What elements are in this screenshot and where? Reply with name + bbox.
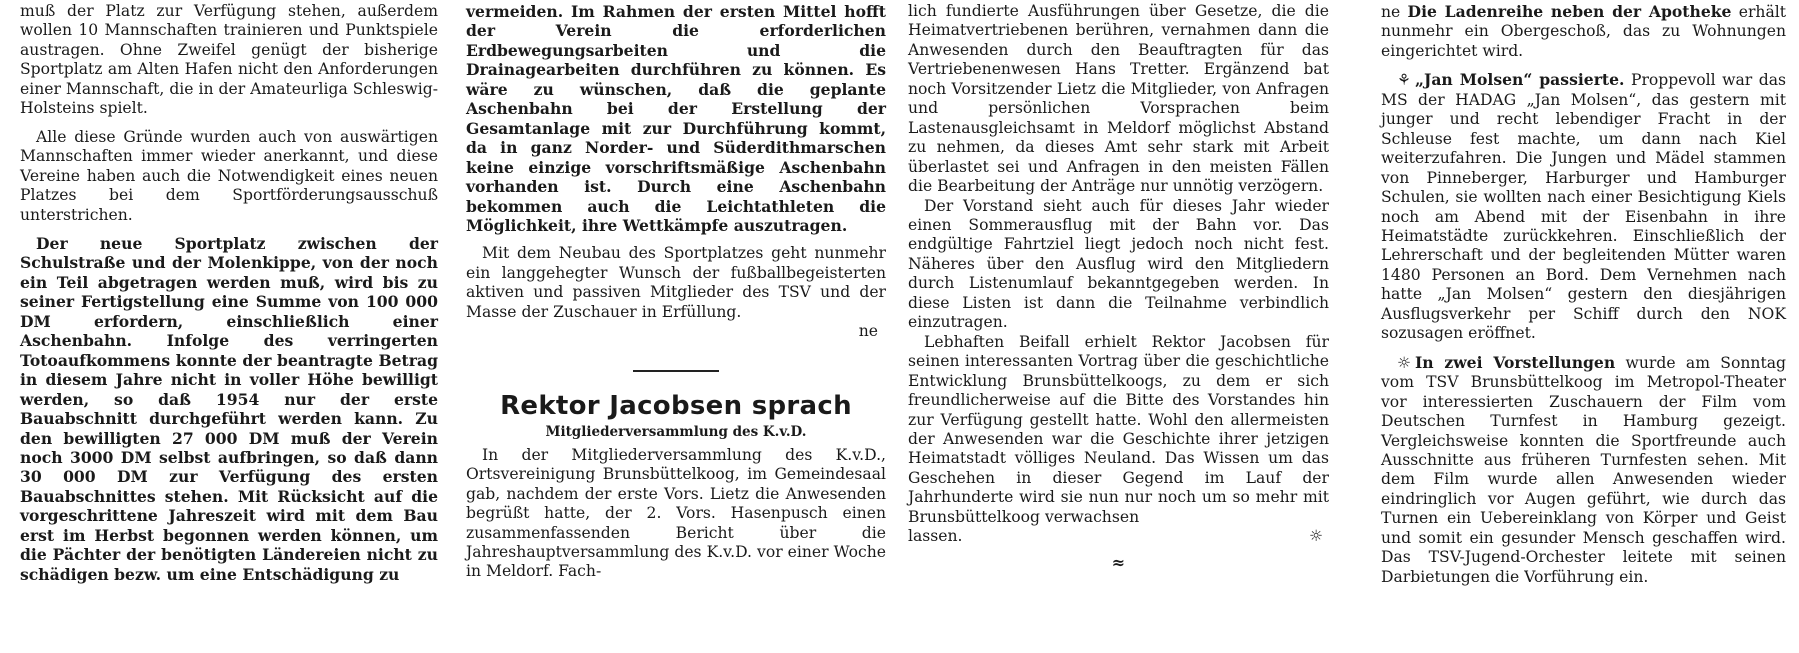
vorstellungen-lead: In zwei Vorstellungen xyxy=(1414,352,1616,372)
jan-molsen-lead: „Jan Molsen“ passierte. xyxy=(1414,70,1625,90)
sportplatz-paragraph-1: muß der Platz zur Verfügung stehen, außerdem wollen 10 Mannschaften trainieren und Punktspiele austragen. Ohne Zweifel genügt der bisherige Sportplatz am Alten Hafen nicht den Anforderungen einer Mannschaft, die in der Amateurliga Schleswig-Holsteins spielt. xyxy=(20,2,438,118)
article-divider xyxy=(633,370,719,372)
column-3 xyxy=(908,2,1329,572)
continuation-fragment: ne xyxy=(1381,3,1408,21)
flower-ornament-icon: ⚘ xyxy=(1397,71,1411,90)
kvd-paragraph-end xyxy=(908,527,1329,546)
sportplatz-paragraph-3: Der neue Sportplatz zwischen der Schulstraße und der Molenkippe, von der noch ein Teil abgetragen werden muß, wird bis zu seiner Fertigstellung eine Summe von 100 000 DM erfordern, einschließlich einer Aschenbahn. Infolge des verringerten Totoaufkommens konnte der beantragte Betrag in diesem Jahre nicht in voller Höhe bewilligt werden, so daß 1954 nur der erste Bauabschnitt durchgeführt werden kann. Zu den bewilligten 27 000 DM muß der Verein noch 3000 DM selbst aufbringen, so daß dann 30 000 DM zur Verfügung des ersten Bauabschnittes stehen. Mit Rücksicht auf die vorgeschrittene Jahreszeit wird mit dem Bau erst im Herbst begonnen werden können, um die Pächter der benötigten Ländereien nicht zu schädigen bezw. um eine Entschädigung zu xyxy=(20,233,438,584)
author-signoff: ne xyxy=(858,322,878,341)
kvd-paragraph-1: In der Mitgliederversammlung des K.v.D., Ortsvereinigung Brunsbüttelkoog, im Gemeindesaal gab, nachdem der erste Vors. Lietz die Anwesenden begrüßt hatte, der 2. Vors. Hasenpusch einen zusammenfassenden Bericht über die Jahreshauptversammlung des K.v.D. vor einer Woche in Meldorf. Fach- xyxy=(466,445,886,581)
news-item-ladenreihe xyxy=(1381,2,1786,61)
article-headline: Rektor Jacobsen sprach xyxy=(500,390,852,421)
news-item-vorstellungen xyxy=(1381,353,1786,587)
ladenreihe-lead: Die Ladenreihe neben der Apotheke xyxy=(1407,2,1732,21)
kvd-last-line: lassen. xyxy=(908,527,963,546)
column-1 xyxy=(20,2,438,584)
kvd-paragraph-4: Lebhaften Beifall erhielt Rektor Jacobsen für seinen interessanten Vortrag über die geschichtliche Entwicklung Brunsbüttelkoogs, zu dem er sich freundlicherweise auf die Bitte des Vorstandes hin zur Verfügung gestellt hatte. Wohl den allermeisten der Anwesenden war die Geschichte ihrer jetzigen Heimatstadt völliges Neuland. Das Wissen um das Geschehen in dieser Gegend im Lauf der Jahrhunderte wird sie nun nur noch um so mehr mit Brunsbüttelkoog verwachsen xyxy=(908,332,1329,526)
news-item-jan-molsen xyxy=(1381,70,1786,343)
sun-ornament-icon: ☼ xyxy=(1397,353,1411,372)
column-2 xyxy=(466,2,886,582)
sportplatz-paragraph-4: vermeiden. Im Rahmen der ersten Mittel hofft der Verein die erforderlichen Erdbewegungsarbeiten und die Drainagearbeiten durchführen zu können. Es wäre zu wünschen, daß die geplante Aschenbahn bei der Erstellung der Gesamtanlage mit zur Durchführung kommt, da in ganz Norder- und Süderdithmarschen keine einzige vorschriftsmäßige Aschenbahn vorhanden ist. Durch eine Aschenbahn bekommen auch die Leichtathleten die Möglichkeit, ihre Wettkämpfe auszutragen. xyxy=(466,2,886,235)
star-ornament-icon: ☼ xyxy=(1309,527,1323,546)
ladenreihe-text: erhält nunmehr ein Obergeschoß, das zu Wohnungen eingerichtet wird. xyxy=(1381,3,1787,60)
jan-molsen-text: Proppevoll war das MS der HADAG „Jan Molsen“, das gestern mit junger und recht lebendiger Fracht in der Schleuse fest machte, um dann nach Kiel weiterzufahren. Die Jungen und Mädel stammen von Pinneberger, Harburger und Hamburger Schulen, sie wollten nach einer Besichtigung Kiels noch am Abend mit der Eisenbahn in ihre Heimatstädte zurückkehren. Einschließlich der Lehrerschaft und der begleitenden Mütter waren 1480 Personen an Bord. Dem Vernehmen nach hatte „Jan Molsen“ gestern den diesjährigen Ausflugsverkehr per Schiff durch den NOK sozusagen eröffnet. xyxy=(1381,71,1787,343)
article-subheadline: Mitgliederversammlung des K.v.D. xyxy=(545,423,807,440)
kvd-paragraph-2: lich fundierte Ausführungen über Gesetze, die die Heimatvertriebenen berühren, vernahmen dann die Anwesenden durch den Beauftragten für das Vertriebenenwesen Hans Tretter. Ergänzend bat noch Vorsitzender Lietz die Mitglieder, von Anfragen und persönlichen Vorsprachen beim Lastenausgleichsamt in Meldorf möglichst Abstand zu nehmen, da dieses Amt sehr stark mit Arbeit überlastet sei und Anfragen in den meisten Fällen die Bearbeitung der Anträge nur unnötig verzögern. xyxy=(908,2,1329,196)
column-4 xyxy=(1381,2,1786,587)
wave-separator-icon: ≈ xyxy=(1111,552,1126,572)
sportplatz-paragraph-2: Alle diese Gründe wurden auch von auswärtigen Mannschaften immer wieder anerkannt, und diese Vereine haben auch die Notwendigkeit eines neuen Platzes bei dem Sportförderungsausschuß unterstrichen. xyxy=(20,127,438,224)
sportplatz-paragraph-5: Mit dem Neubau des Sportplatzes geht nunmehr ein langgehegter Wunsch der fußballbegeisterten aktiven und passiven Mitglieder des TSV und der Masse der Zuschauer in Erfüllung. xyxy=(466,244,886,321)
vorstellungen-text: wurde am Sonntag vom TSV Brunsbüttelkoog im Metropol-Theater vor interessierten Zuschauern der Film vom Deutschen Turnfest in Hamburg gezeigt. Vergleichsweise konnten die Sportfreunde auch Ausschnitte aus früheren Turnfesten sehen. Mit dem Film wurde allen Anwesenden wieder eindringlich vor Augen geführt, wie durch das Turnen ein Uebereinklang von Körper und Geist und somit ein gesunder Mensch geschaffen wird. Das TSV-Jugend-Orchester leitete mit seinen Darbietungen die Vorführung ein. xyxy=(1381,353,1786,586)
kvd-paragraph-3: Der Vorstand sieht auch für dieses Jahr wieder einen Sommerausflug mit der Bahn vor. Das endgültige Fahrtziel liegt jedoch noch nicht fest. Näheres über den Ausflug wird den Mitgliedern durch Listenumlauf bekanntgegeben werden. In diese Listen ist dann die Teilnahme verbindlich einzutragen. xyxy=(908,196,1329,332)
